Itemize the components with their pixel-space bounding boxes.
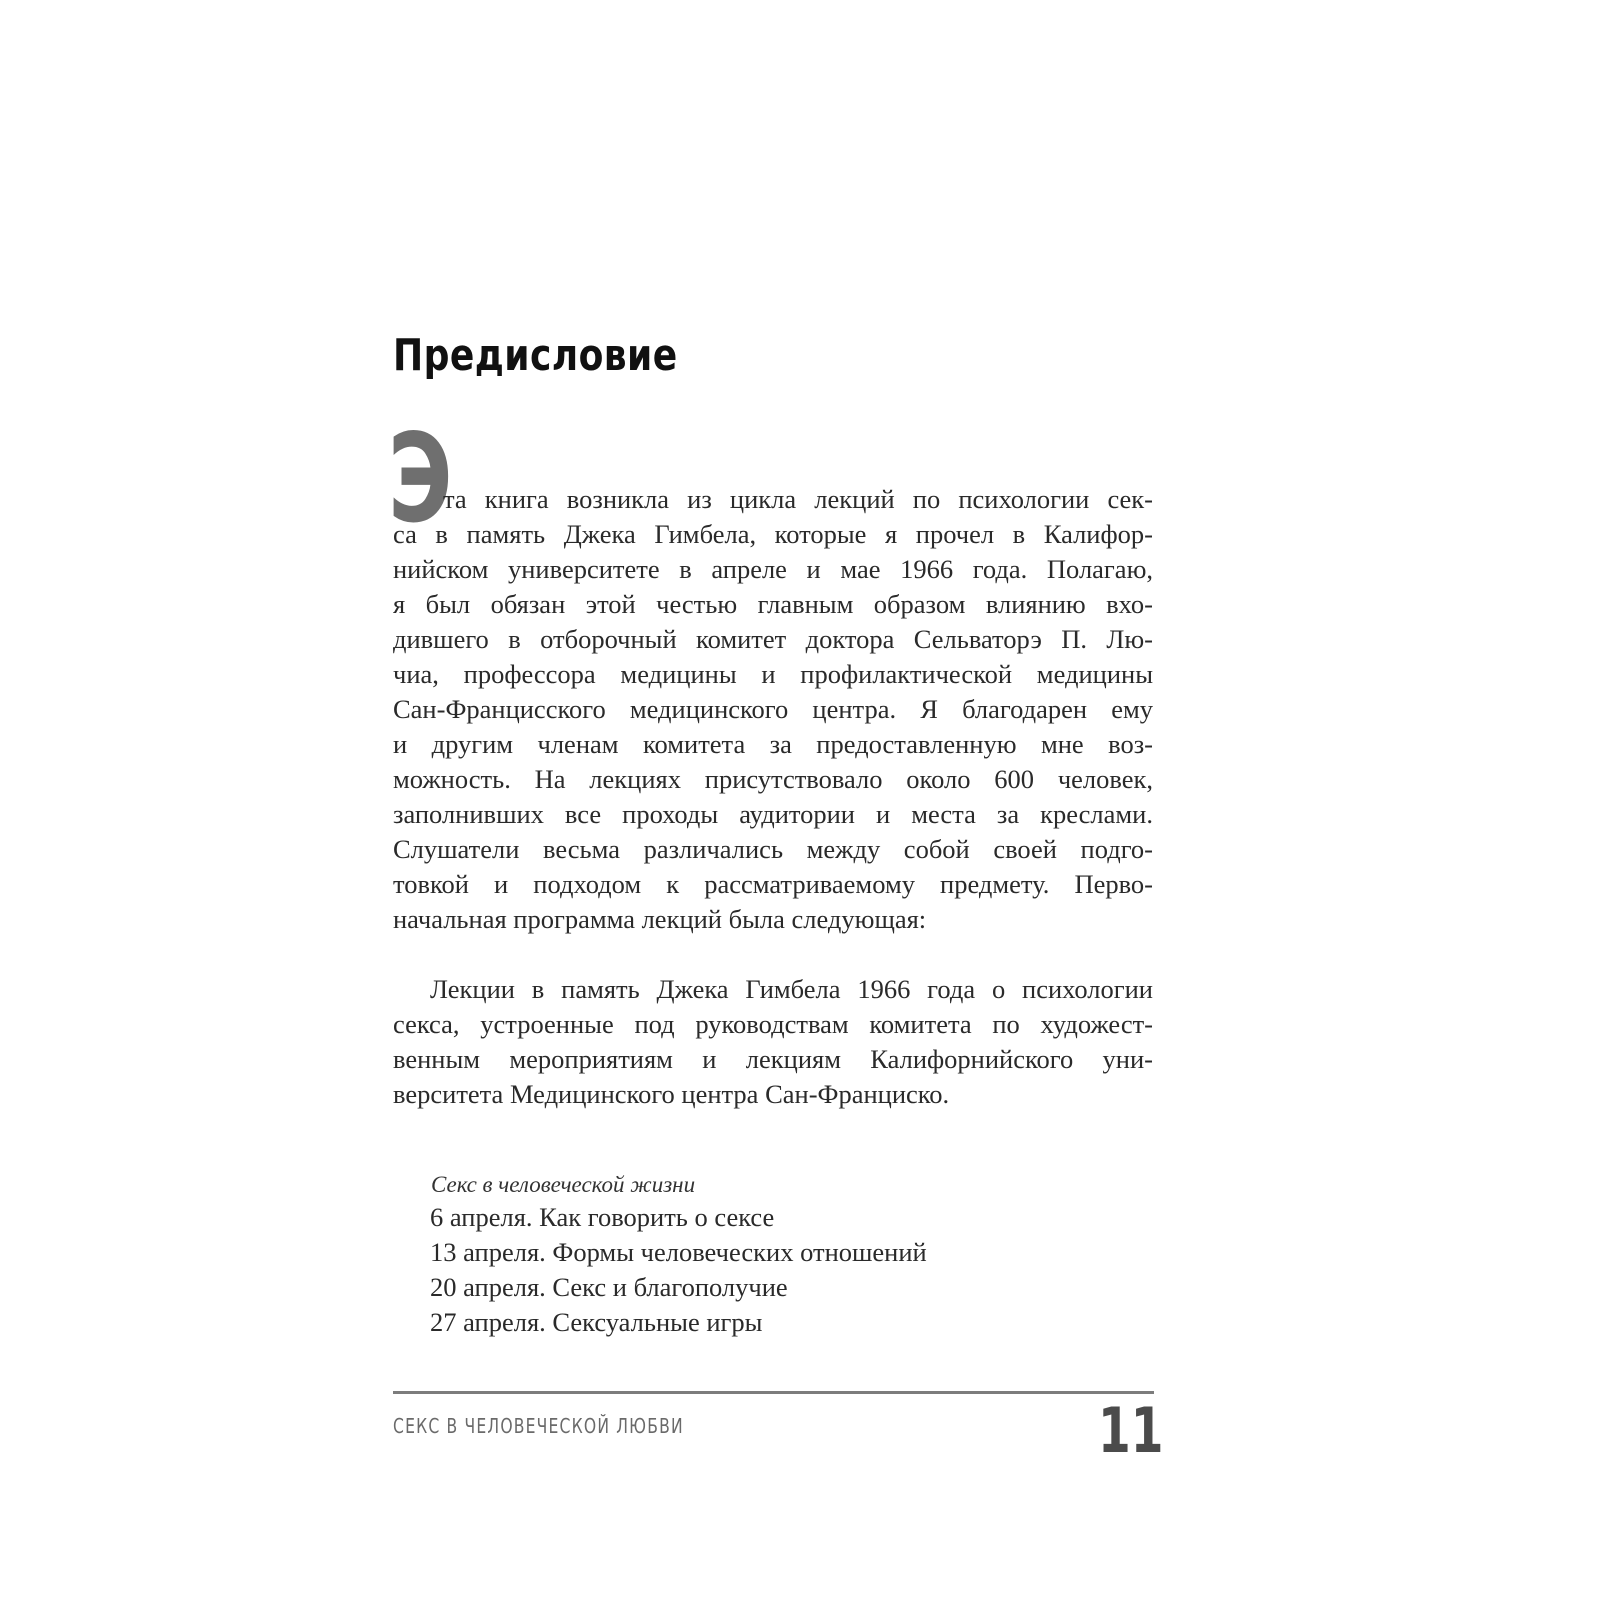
paragraph-line: та книга возникла из цикла лекций по психологии сек- <box>443 484 1153 514</box>
paragraph-line: можность. На лекциях присутствовало около 600 человек, <box>393 764 1153 794</box>
paragraph-line: дившего в отборочный комитет доктора Сельваторэ П. Лю- <box>393 624 1153 654</box>
paragraph-line: верситета Медицинского центра Сан-Франциско. <box>393 1079 950 1109</box>
paragraph-line: Слушатели весьма различались между собой своей подго- <box>393 834 1153 864</box>
schedule-item: 27 апреля. Сексуальные игры <box>430 1307 763 1337</box>
paragraph-line: я был обязан этой честью главным образом влиянию вхо- <box>393 589 1153 619</box>
paragraph-line: товкой и подходом к рассматриваемому предмету. Перво- <box>393 869 1153 899</box>
paragraph-line: секса, устроенные под руководствам комитета по художест- <box>393 1009 1153 1039</box>
paragraph-line: венным мероприятиям и лекциям Калифорнийского уни- <box>393 1044 1153 1074</box>
paragraph-line: нийском университете в апреле и мае 1966 года. Полагаю, <box>393 554 1153 584</box>
paragraph-line: и другим членам комитета за предоставленную мне воз- <box>393 729 1153 759</box>
running-title: СЕКС В ЧЕЛОВЕЧЕСКОЙ ЛЮБВИ <box>393 1414 684 1438</box>
paragraph-line: Сан-Францисского медицинского центра. Я благодарен ему <box>393 694 1153 724</box>
footer-rule <box>393 1391 1154 1394</box>
paragraph-line: са в память Джека Гимбела, которые я прочел в Калифор- <box>393 519 1153 549</box>
page-number: 11 <box>1098 1394 1164 1467</box>
schedule-heading: Секс в человеческой жизни <box>431 1172 696 1197</box>
schedule-item: 13 апреля. Формы человеческих отношений <box>430 1237 927 1267</box>
paragraph-line: Лекции в память Джека Гимбела 1966 года о психологии <box>430 974 1153 1004</box>
paragraph-line: чиа, профессора медицины и профилактической медицины <box>393 659 1153 689</box>
schedule-item: 6 апреля. Как говорить о сексе <box>430 1202 775 1232</box>
paragraph-line: начальная программа лекций была следующая: <box>393 904 927 934</box>
schedule-item: 20 апреля. Секс и благополучие <box>430 1272 788 1302</box>
paragraph-line: заполнивших все проходы аудитории и места за креслами. <box>393 799 1153 829</box>
drop-cap-letter: Э <box>388 408 453 550</box>
chapter-title: Предисловие <box>393 330 678 381</box>
